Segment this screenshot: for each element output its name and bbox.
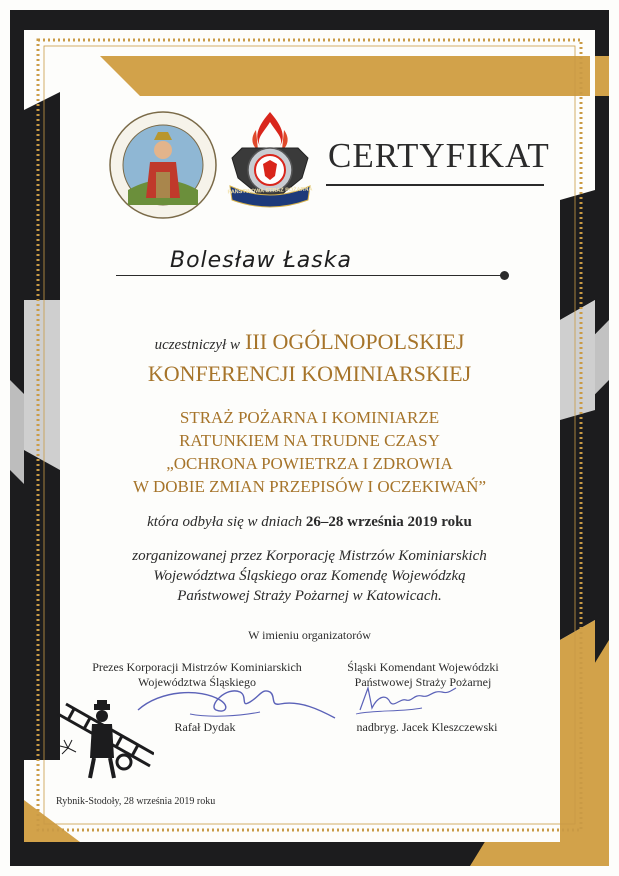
name-line: [116, 275, 508, 276]
certificate-title: CERTYFIKAT: [328, 136, 550, 175]
participated-label: uczestniczył w: [154, 337, 240, 353]
event-date: [0, 514, 619, 531]
organizer-line: Województwa Śląskiego oraz Komendę Wojewódzką: [153, 568, 466, 584]
signatory-right-title: Państwowej Straży Pożarnej: [354, 675, 492, 689]
fire-service-emblem-icon: [228, 108, 312, 214]
theme-line: „OCHRONA POWIETRZA I ZDROWIA: [166, 454, 453, 473]
theme-line: W DOBIE ZMIAN PRZEPISÓW I OCZEKIWAŃ”: [132, 477, 487, 496]
organizer-line: zorganizowanej przez Korporację Mistrzów Kominiarskich: [132, 548, 487, 564]
theme-block: [0, 406, 619, 498]
signature-left-icon: [130, 680, 340, 724]
date-prefix: która odbyła się w dniach: [147, 514, 303, 530]
conference-line-2: KONFERENCJI KOMINIARSKIEJ: [147, 361, 472, 386]
signatory-left-title: Prezes Korporacji Mistrzów Kominiarskich: [92, 660, 302, 674]
signature-right-icon: [352, 680, 462, 720]
organizer-block: [0, 546, 619, 606]
place-date: Rybnik-Stodoły, 28 września 2019 roku: [56, 796, 216, 807]
organizer-line: Państwowej Straży Pożarnej w Katowicach.: [177, 588, 442, 604]
theme-line: RATUNKIEM NA TRUDNE CZASY: [179, 431, 440, 450]
signatory-left-title: Województwa Śląskiego: [137, 675, 256, 689]
recipient-name: Bolesław Łaska: [170, 248, 352, 273]
name-line-dot: [500, 271, 509, 280]
corporation-seal-icon: [108, 110, 218, 220]
on-behalf-label: W imieniu organizatorów: [248, 628, 371, 642]
theme-line: STRAŻ POŻARNA I KOMINIARZE: [179, 408, 440, 427]
chimney-sweep-icon: [54, 700, 154, 780]
conference-heading: [0, 328, 619, 359]
fire-service-ribbon-text: PAŃSTWOWA STRAŻ POŻARNA: [227, 186, 313, 196]
signatory-right-title: Śląski Komendant Wojewódzki: [347, 660, 499, 674]
conference-line-1: III OGÓLNOPOLSKIEJ: [245, 329, 465, 354]
title-underline: [326, 184, 544, 186]
date-value: 26–28 września 2019 roku: [305, 514, 472, 530]
signatory-right-name: nadbryg. Jacek Kleszczewski: [356, 720, 498, 734]
signatory-left-name: Rafał Dydak: [174, 720, 236, 734]
